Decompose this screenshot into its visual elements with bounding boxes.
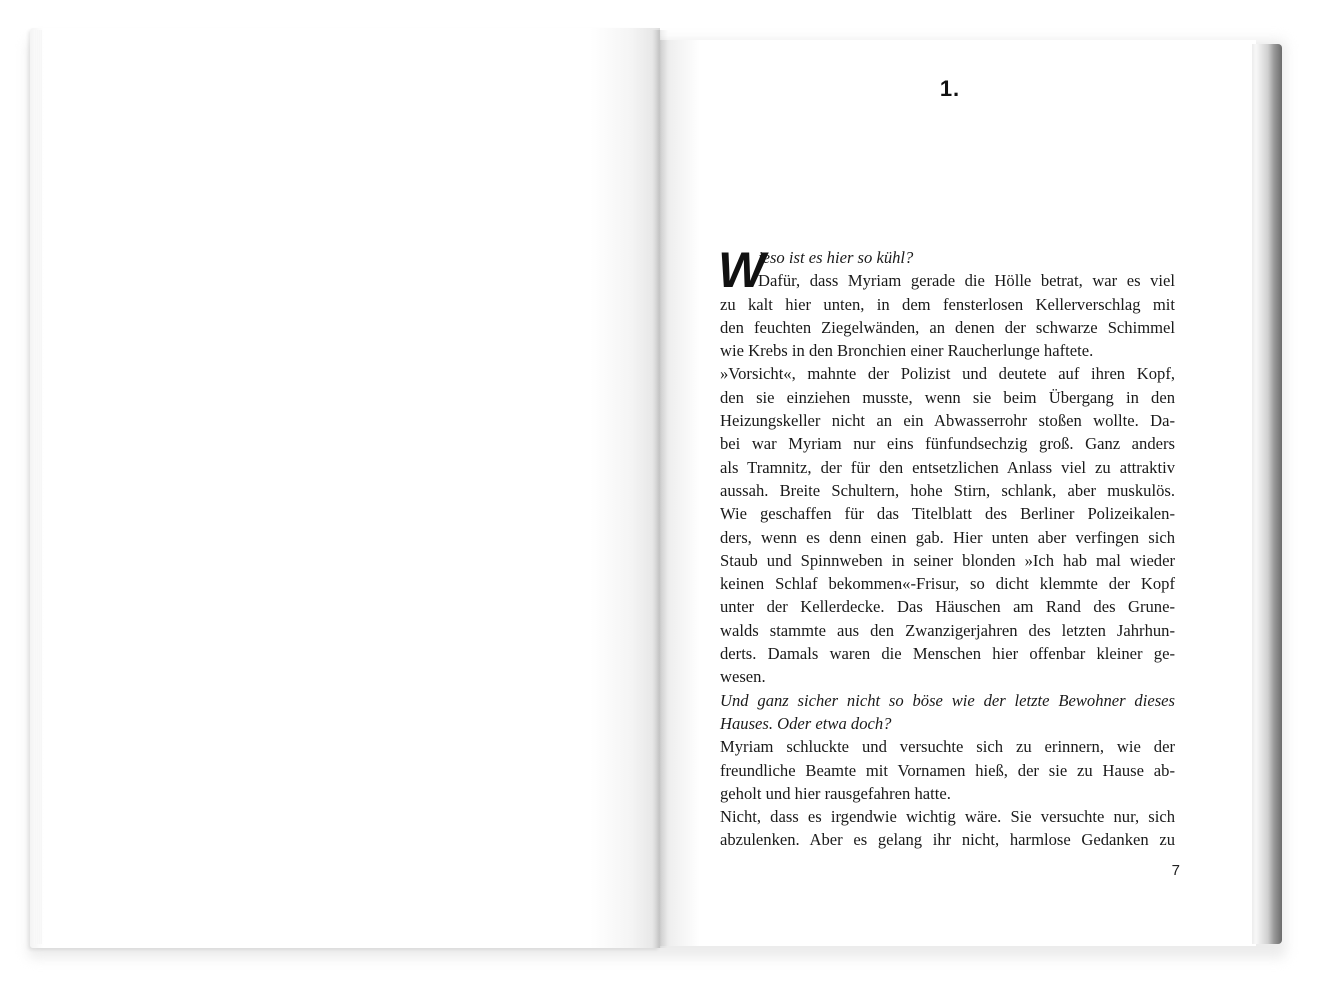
drop-cap: W	[718, 242, 766, 298]
text-line: freundliche Beamte mit Vornamen hieß, der sie zu Hause ab-	[720, 760, 1175, 780]
text-line: wie Krebs in den Bronchien einer Raucherlunge haftete.	[720, 341, 1094, 361]
text-line: als Tramnitz, der für den entsetzlichen Anlass viel zu attraktiv	[720, 457, 1175, 477]
body-text	[718, 242, 1175, 852]
left-page	[30, 28, 660, 948]
text-line: Nicht, dass es irgendwie wichtig wäre. Sie versuchte nur, sich	[720, 807, 1175, 827]
text-line: den sie einziehen musste, wenn sie beim Übergang in den	[720, 387, 1175, 407]
text-line: bei war Myriam nur eins fünfundsechzig groß. Ganz anders	[720, 434, 1175, 454]
text-line: unter der Kellerdecke. Das Häuschen am Rand des Grune-	[720, 597, 1175, 617]
text-line: Myriam schluckte und versuchte sich zu erinnern, wie der	[720, 737, 1175, 757]
text-line: geholt und hier rausgefahren hatte.	[720, 783, 951, 803]
text-lines	[718, 242, 1175, 852]
book-gutter	[652, 30, 668, 948]
text-line: Wie geschaffen für das Titelblatt des Berliner Polizeikalen-	[720, 504, 1175, 524]
text-line: Dafür, dass Myriam gerade die Hölle betrat, war es viel	[758, 271, 1175, 291]
text-line: walds stammte aus den Zwanzigerjahren des letzten Jahrhun-	[720, 620, 1175, 640]
text-line: zu kalt hier unten, in dem fensterlosen Kellerverschlag mit	[720, 294, 1175, 314]
text-line: Staub und Spinnweben in seiner blonden »Ich hab mal wieder	[720, 550, 1175, 570]
text-line: ders, wenn es denn einen gab. Hier unten aber verfingen sich	[720, 527, 1175, 547]
chapter-number: 1.	[939, 76, 961, 101]
text-line: derts. Damals waren die Menschen hier offenbar kleiner ge-	[720, 644, 1175, 664]
left-page-edge	[34, 30, 42, 944]
text-line: keinen Schlaf bekommen«-Frisur, so dicht klemmte der Kopf	[720, 574, 1175, 594]
text-line: aussah. Breite Schultern, hohe Stirn, schlank, aber muskulös.	[720, 480, 1175, 500]
text-line: Und ganz sicher nicht so böse wie der letzte Bewohner dieses	[720, 690, 1175, 710]
text-line: den feuchten Ziegelwänden, an denen der schwarze Schimmel	[720, 317, 1175, 337]
text-line: Heizungskeller nicht an ein Abwasserrohr stoßen wollte. Da-	[720, 411, 1175, 431]
page-number: 7	[1171, 862, 1180, 879]
right-page-edge	[1252, 44, 1282, 944]
text-line: abzulenken. Aber es gelang ihr nicht, harmlose Gedanken zu	[720, 830, 1175, 850]
text-line: ieso ist es hier so kühl?	[758, 248, 914, 267]
text-line: wesen.	[720, 667, 766, 687]
text-line: »Vorsicht«, mahnte der Polizist und deutete auf ihren Kopf,	[720, 364, 1175, 384]
text-line: Hauses. Oder etwa doch?	[720, 713, 892, 733]
